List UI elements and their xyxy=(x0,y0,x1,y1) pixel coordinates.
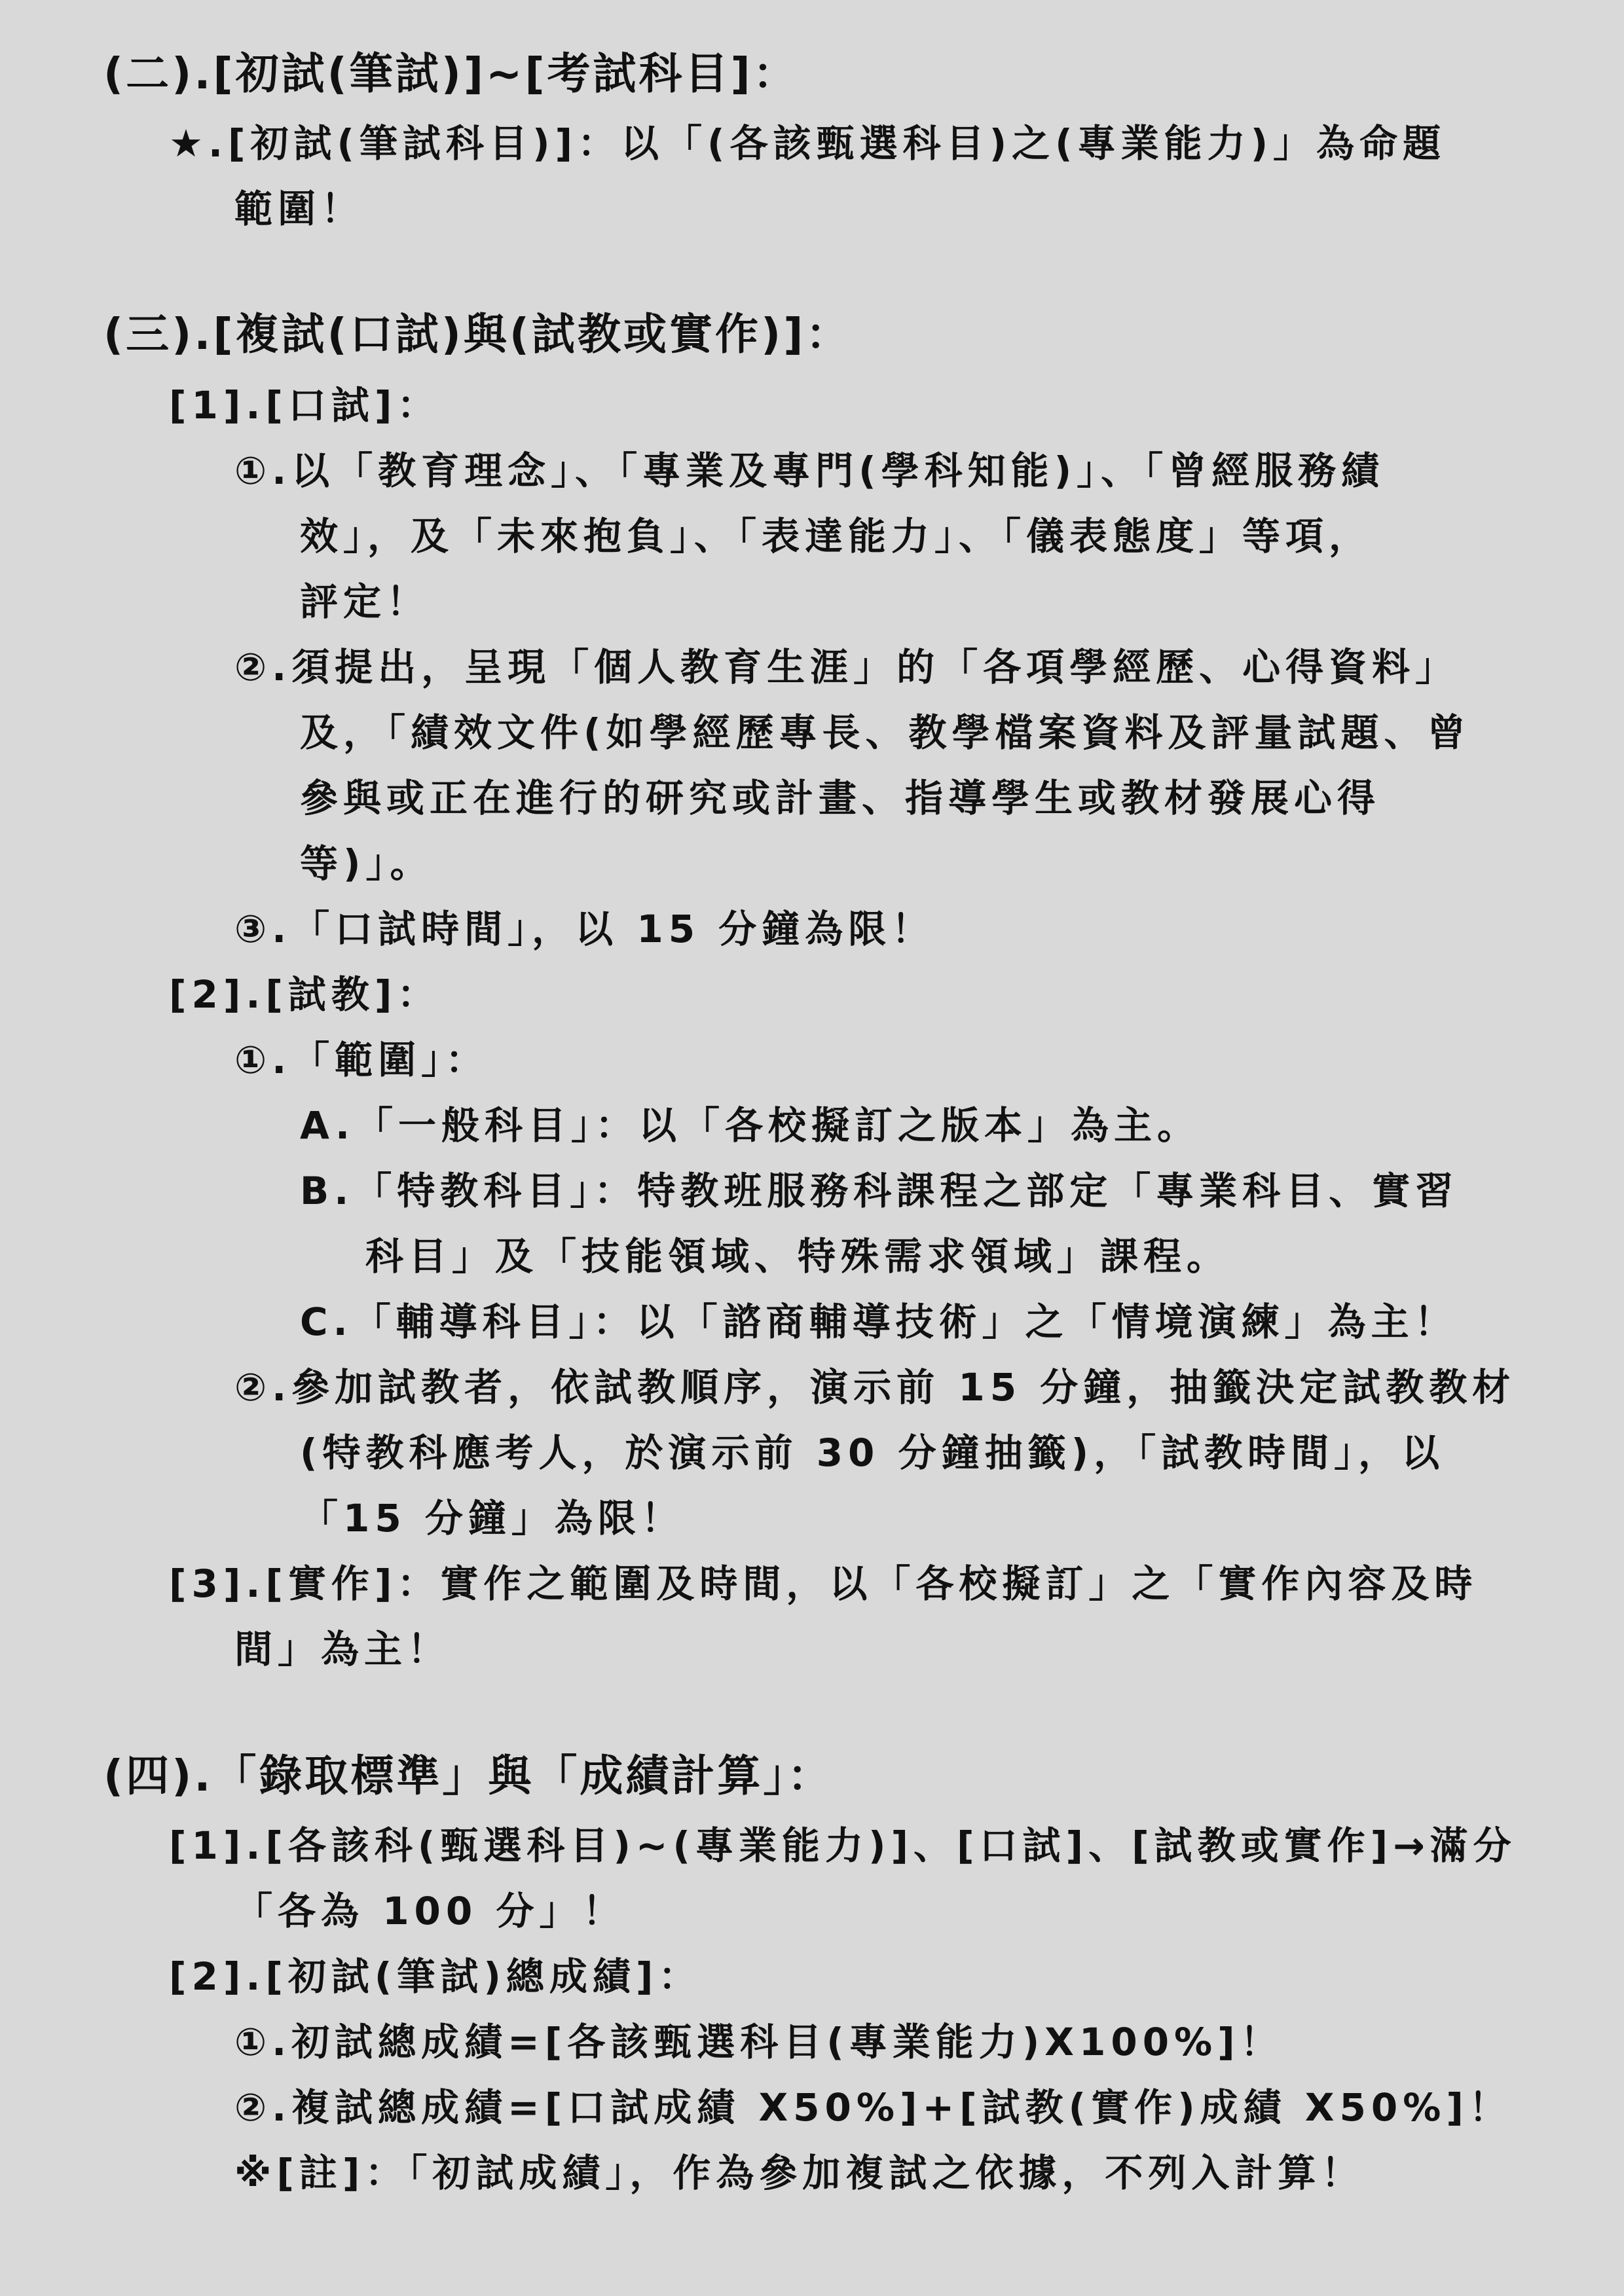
subheading-practice: [3].[實作]：實作之範圍及時間，以「各校擬訂」之「實作內容及時 xyxy=(169,1561,1478,1606)
section-heading-4: (四).「錄取標準」與「成績計算」： xyxy=(103,1751,834,1801)
subheading-practice-cont: 間」為主！ xyxy=(234,1627,451,1671)
section-heading-3: (三).[複試(口試)與(試教或實作)]： xyxy=(103,309,852,359)
subheading-oral: [1].[口試]： xyxy=(169,383,441,428)
teaching-item-2-cont: 「15 分鐘」為限！ xyxy=(300,1496,684,1540)
oral-item-2-cont: 等)」。 xyxy=(300,841,434,886)
scoring-note: ※[註]：「初試成績」，作為參加複試之依據，不列入計算！ xyxy=(234,2151,1365,2195)
scoring-formula-2: ②.複試總成績=[口試成績 X50%]+[試教(實作)成績 X50%]！ xyxy=(234,2085,1512,2130)
scoring-item-2: [2].[初試(筆試)總成績]： xyxy=(169,1954,702,1999)
teaching-item-1: ①.「範圍」： xyxy=(234,1038,489,1082)
subheading-teaching: [2].[試教]： xyxy=(169,972,441,1017)
oral-item-2-cont: 及，「績效文件(如學經歷專長、教學檔案資料及評量試題、曾 xyxy=(300,710,1471,755)
teaching-item-1b: B.「特教科目」：特教班服務科課程之部定「專業科目、實習 xyxy=(300,1169,1459,1213)
oral-item-1-cont: 評定！ xyxy=(300,579,430,624)
exam-scope-line-cont: 範圍！ xyxy=(234,187,365,231)
exam-scope-line: ★.[初試(筆試科目)]：以「(各該甄選科目)之(專業能力)」為命題 xyxy=(169,121,1447,166)
teaching-item-1b-cont: 科目」及「技能領域、特殊需求領域」課程。 xyxy=(365,1234,1230,1279)
oral-item-1-cont: 效」，及「未來抱負」、「表達能力」、「儀表態度」等項， xyxy=(300,514,1373,558)
oral-item-2-cont: 參與或正在進行的研究或計畫、指導學生或教材發展心得 xyxy=(300,776,1381,820)
teaching-item-2-cont: (特教科應考人，於演示前 30 分鐘抽籤)，「試教時間」，以 xyxy=(300,1430,1445,1475)
teaching-item-2: ②.參加試教者，依試教順序，演示前 15 分鐘，抽籤決定試教教材 xyxy=(234,1365,1516,1410)
oral-item-1: ①.以「教育理念」、「專業及專門(學科知能)」、「曾經服務績 xyxy=(234,448,1385,493)
scoring-item-1: [1].[各該科(甄選科目)~(專業能力)]、[口試]、[試教或實作]→滿分 xyxy=(169,1823,1517,1868)
teaching-item-1a: A.「一般科目」：以「各校擬訂之版本」為主。 xyxy=(300,1103,1200,1148)
scoring-item-1-cont: 「各為 100 分」！ xyxy=(234,1889,626,1933)
oral-item-3: ③.「口試時間」，以 15 分鐘為限！ xyxy=(234,907,935,951)
section-heading-2: (二).[初試(筆試)]~[考試科目]： xyxy=(103,48,799,99)
oral-item-2: ②.須提出，呈現「個人教育生涯」的「各項學經歷、心得資料」 xyxy=(234,645,1459,689)
teaching-item-1c: C.「輔導科目」：以「諮商輔導技術」之「情境演練」為主！ xyxy=(300,1300,1458,1344)
scoring-formula-1: ①.初試總成績=[各該甄選科目(專業能力)X100%]！ xyxy=(234,2020,1283,2064)
